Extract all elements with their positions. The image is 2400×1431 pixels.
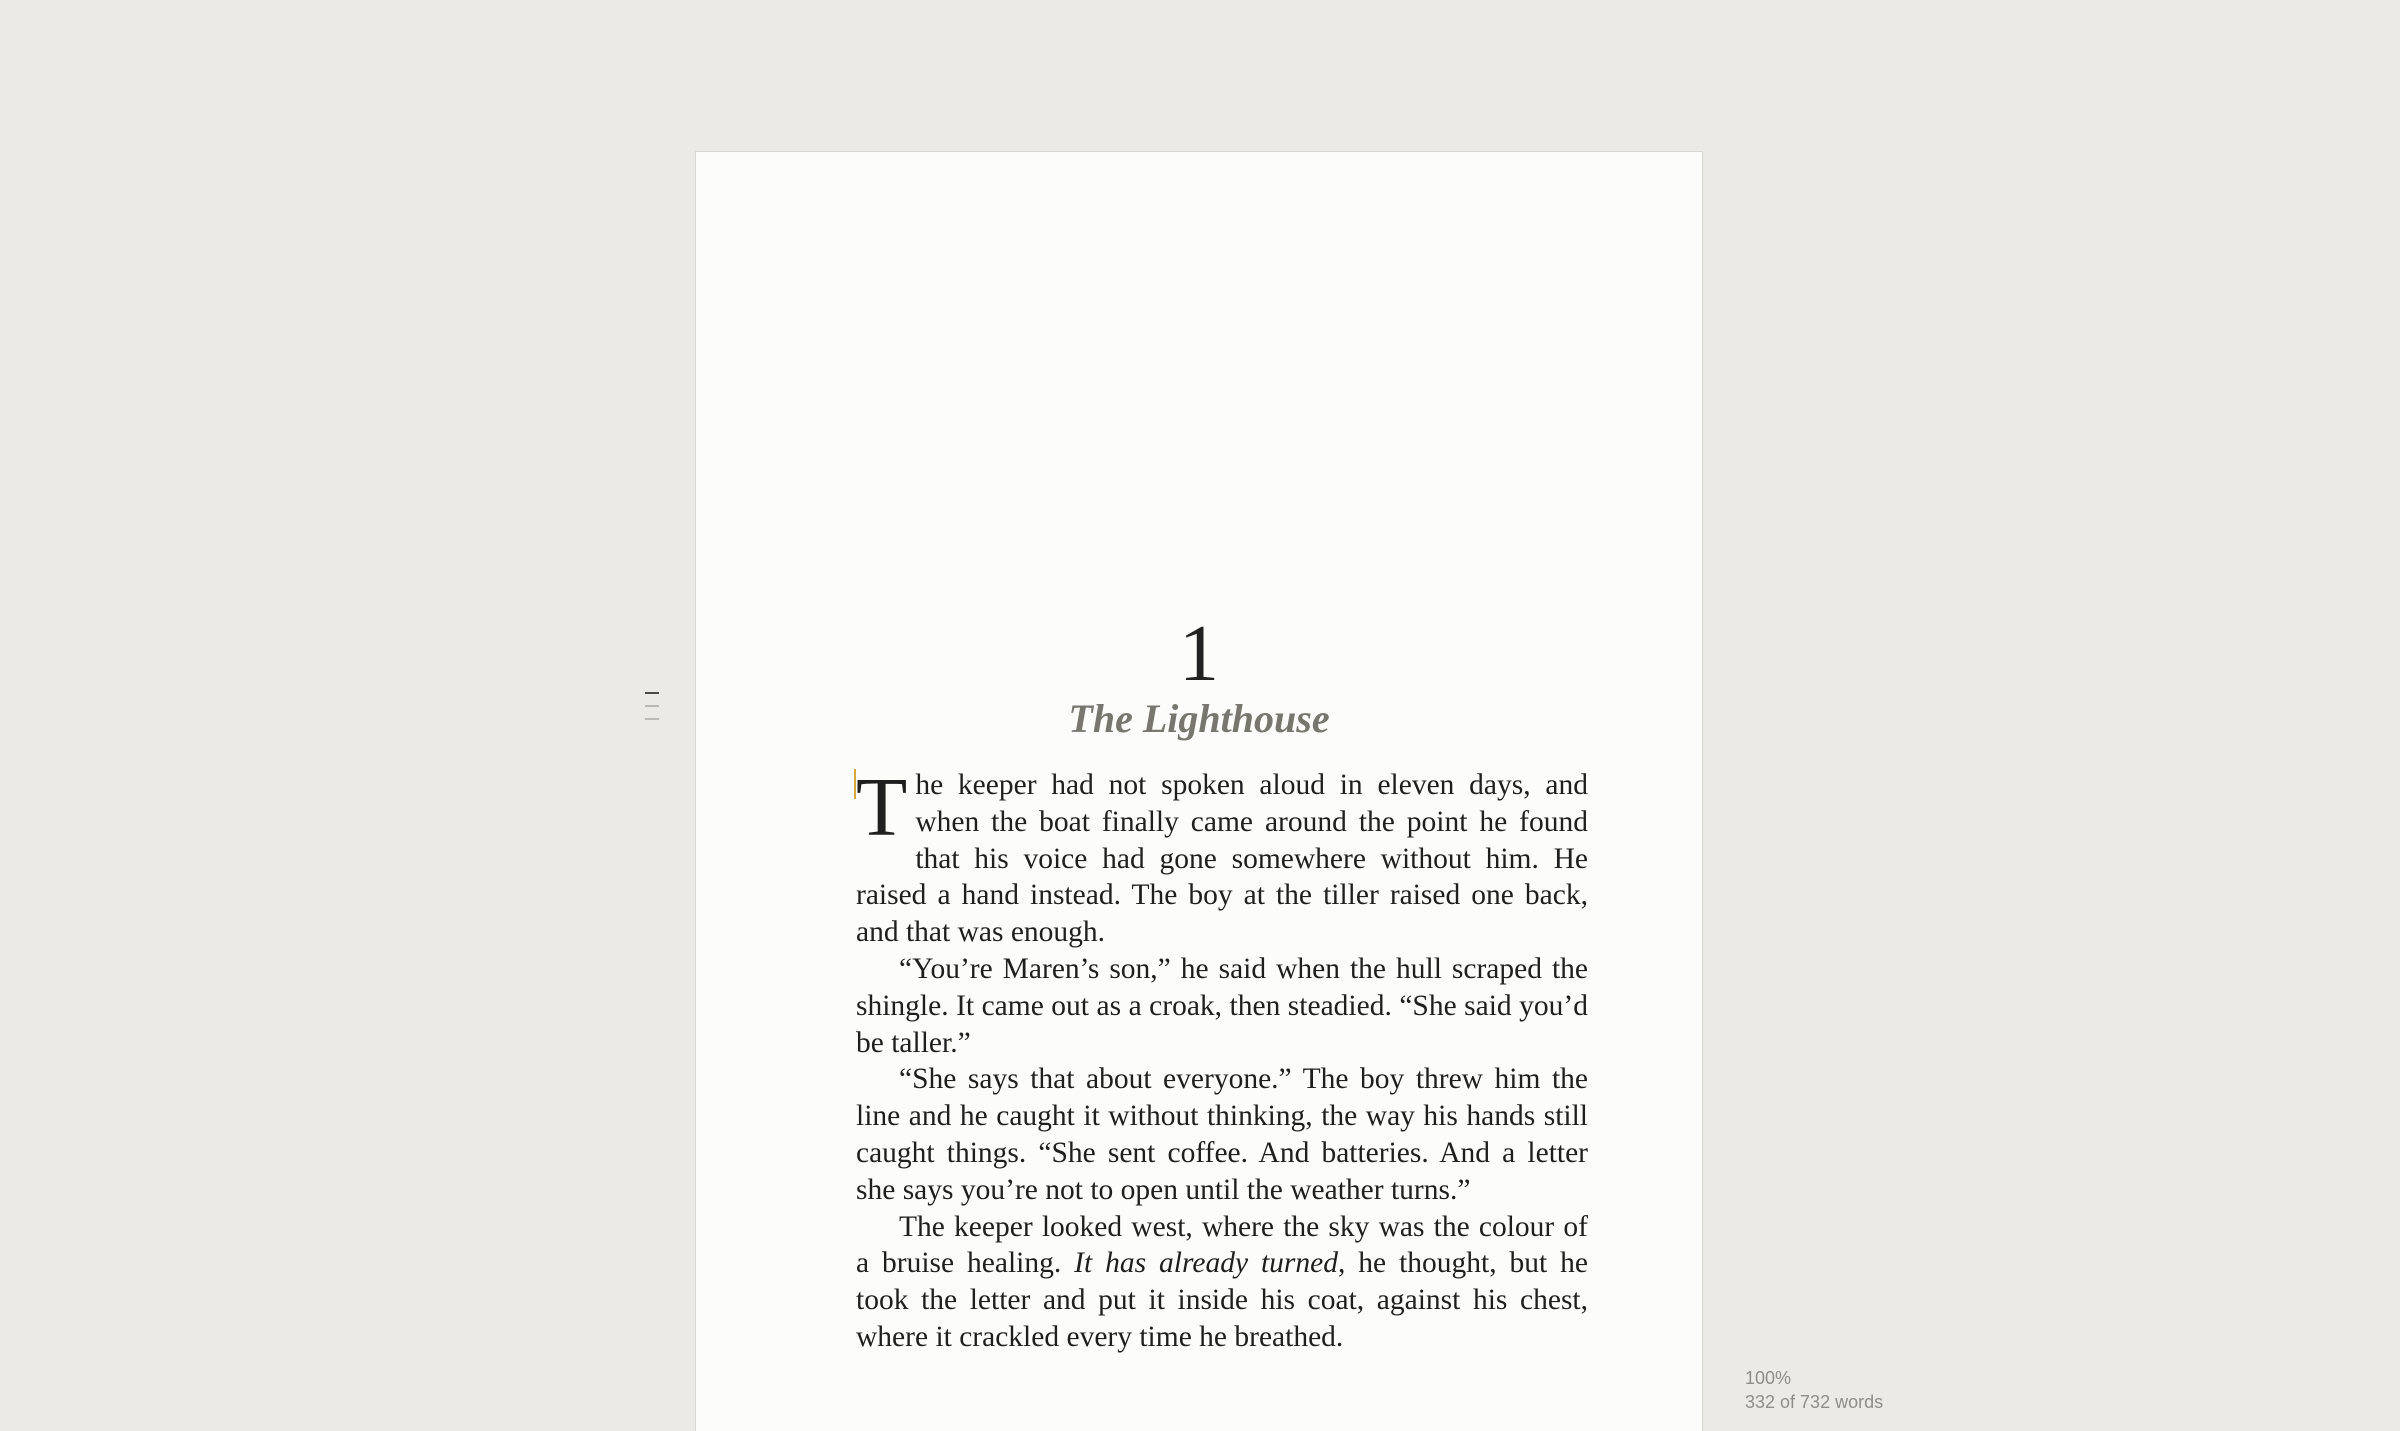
paragraph[interactable]: [856, 761, 1588, 951]
paragraph-text: “She says that about everyone.” The boy threw him the line and he caught it without thinking, the way his hands still caught things. “She sent coffee. And batteries. And a letter she says you’re not to open until the weather turns.”: [856, 1063, 1588, 1206]
italic-text: It has already turned: [1074, 1247, 1338, 1280]
outline-mark-current[interactable]: [645, 692, 659, 694]
paragraph[interactable]: [856, 1061, 1588, 1208]
zoom-level[interactable]: 100%: [1745, 1368, 1792, 1388]
paragraph[interactable]: [856, 951, 1588, 1061]
chapter-number[interactable]: 1: [1179, 610, 1219, 698]
chapter-title[interactable]: The Lighthouse: [1068, 696, 1330, 741]
paragraph-text: he keeper had not spoken aloud in eleven days, and when the boat finally came around the point he found that his voice had gone somewhere without him. He raised a hand instead. The boy at the tiller raised one back, and that was enough.: [856, 769, 1588, 949]
drop-cap: [856, 761, 915, 854]
word-count[interactable]: 332 of 732 words: [1745, 1392, 1884, 1412]
outline-mark[interactable]: [645, 705, 659, 707]
outline-mark[interactable]: [645, 718, 659, 720]
text-cursor: [854, 769, 856, 799]
document-outline[interactable]: [645, 692, 659, 731]
paragraph-text: , he thought, but he took the letter and put it inside his coat, against his chest, where it crackled every time he breathed.: [856, 1247, 1588, 1353]
drop-cap-letter: T: [856, 761, 908, 854]
paragraph-text: “You’re Maren’s son,” he said when the hull scraped the shingle. It came out as a croak, then steadied. “She said you’d be taller.”: [856, 952, 1588, 1059]
status-bar: [1745, 1366, 1883, 1414]
editor-page[interactable]: [695, 151, 1703, 1431]
paragraph-text: The keeper looked west, where the sky was the colour of a bruise healing.: [856, 1210, 1588, 1280]
manuscript-body[interactable]: [856, 761, 1588, 1356]
paragraph[interactable]: [856, 1209, 1588, 1356]
